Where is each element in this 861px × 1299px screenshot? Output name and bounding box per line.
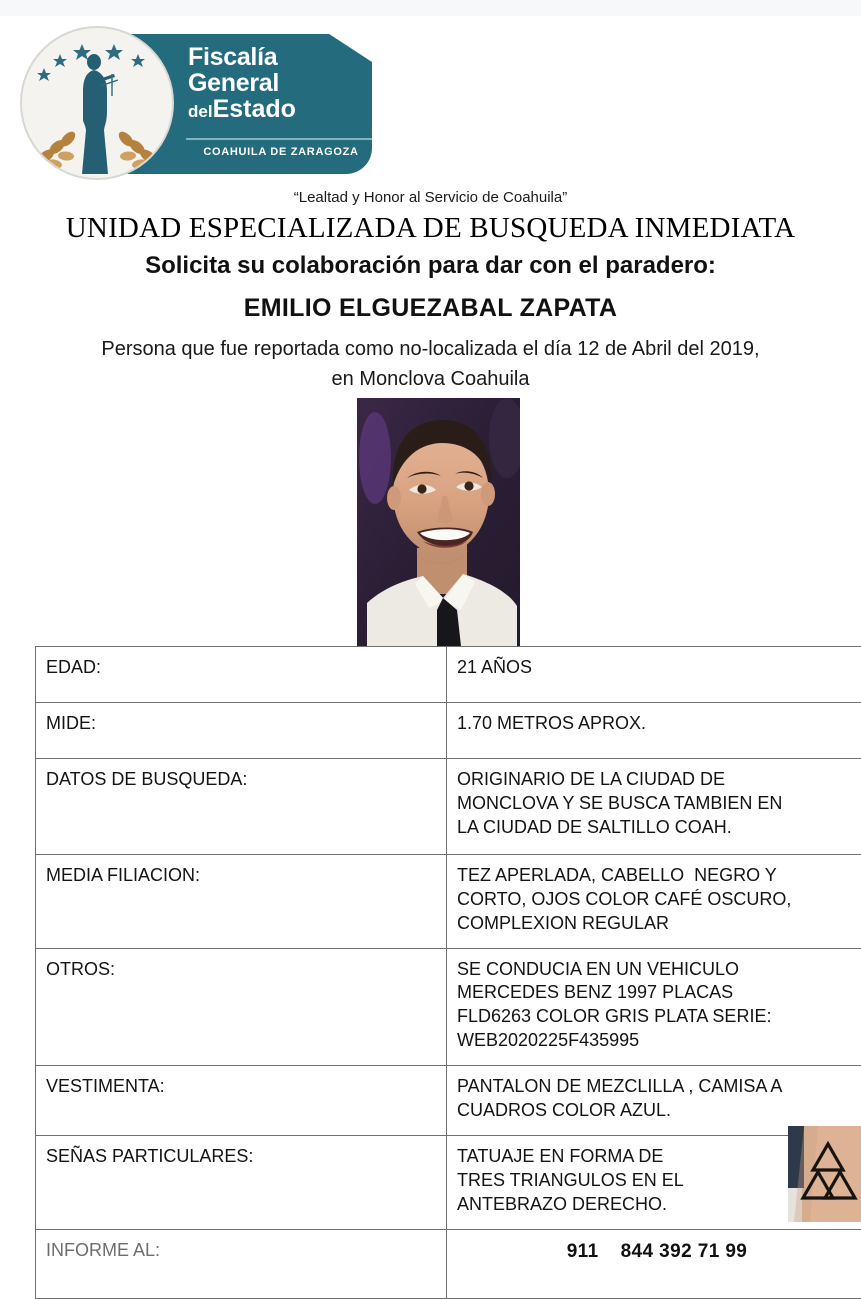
laurel-left-icon	[26, 122, 88, 176]
laurel-right-icon	[106, 122, 168, 176]
value-line: TRES TRIANGULOS EN EL	[457, 1169, 857, 1193]
top-gray-band	[0, 0, 861, 16]
value-line: CORTO, OJOS COLOR CAFÉ OSCURO,	[457, 888, 857, 912]
row-label: MIDE:	[36, 702, 447, 758]
missing-person-photo	[357, 398, 520, 646]
value-line: ORIGINARIO DE LA CIUDAD DE	[457, 768, 857, 792]
value-line: 1.70 METROS APROX.	[457, 712, 857, 736]
row-value	[447, 1136, 861, 1230]
logo-line-3	[188, 96, 368, 122]
inform-label: INFORME AL:	[36, 1229, 447, 1298]
emergency-number[interactable]: 911	[567, 1239, 599, 1264]
row-label: EDAD:	[36, 647, 447, 703]
logo-line-3-big: Estado	[213, 95, 296, 123]
photo-illustration	[357, 398, 520, 646]
value-line: 21 AÑOS	[457, 656, 857, 680]
row-value	[447, 647, 861, 703]
logo-subtitle: COAHUILA DE ZARAGOZA	[186, 146, 376, 158]
value-line: COMPLEXION REGULAR	[457, 912, 857, 936]
value-line: MONCLOVA Y SE BUSCA TAMBIEN EN	[457, 792, 857, 816]
value-line: LA CIUDAD DE SALTILLO COAH.	[457, 816, 857, 840]
fiscalia-logo	[20, 26, 372, 178]
report-details: Persona que fue reportada como no-localizada el día 12 de Abril del 2019, en Monclova Coahuila	[90, 334, 771, 394]
logo-line-3-small: del	[188, 102, 213, 121]
row-label: SEÑAS PARTICULARES:	[36, 1136, 447, 1230]
row-value	[447, 854, 861, 948]
table-row	[36, 948, 861, 1066]
value-line: CUADROS COLOR AZUL.	[457, 1099, 857, 1123]
collaboration-request: Solicita su colaboración para dar con el paradero:	[0, 252, 861, 280]
value-line: TATUAJE EN FORMA DE	[457, 1145, 857, 1169]
table-row	[36, 758, 861, 854]
table-row	[36, 702, 861, 758]
value-line: TEZ APERLADA, CABELLO NEGRO Y	[457, 864, 857, 888]
contact-phone-number[interactable]: 844 392 71 99	[621, 1239, 748, 1264]
logo-line-2: General	[188, 70, 368, 96]
value-line: PANTALON DE MEZCLILLA , CAMISA A	[457, 1075, 857, 1099]
table-row	[36, 1136, 861, 1230]
agency-motto: “Lealtad y Honor al Servicio de Coahuila”	[0, 189, 861, 206]
logo-divider	[186, 138, 372, 140]
value-line: ANTEBRAZO DERECHO.	[457, 1193, 857, 1217]
row-label: OTROS:	[36, 948, 447, 1066]
row-label: DATOS DE BUSQUEDA:	[36, 758, 447, 854]
value-line: FLD6263 COLOR GRIS PLATA SERIE:	[457, 1005, 857, 1029]
unit-title: UNIDAD ESPECIALIZADA DE BUSQUEDA INMEDIATA	[0, 212, 861, 245]
row-value	[447, 758, 861, 854]
value-line: SE CONDUCIA EN UN VEHICULO	[457, 958, 857, 982]
table-row	[36, 1066, 861, 1136]
row-value	[447, 702, 861, 758]
row-label: VESTIMENTA:	[36, 1066, 447, 1136]
value-line: WEB2020225F435995	[457, 1029, 857, 1053]
person-details-table	[35, 646, 861, 1299]
value-line: MERCEDES BENZ 1997 PLACAS	[457, 981, 857, 1005]
table-row-inform	[36, 1229, 861, 1298]
logo-wordmark	[188, 44, 368, 122]
inform-numbers	[447, 1229, 861, 1298]
row-label: MEDIA FILIACION:	[36, 854, 447, 948]
logo-emblem-disc	[20, 26, 174, 180]
tattoo-photo	[788, 1126, 861, 1222]
row-value	[447, 948, 861, 1066]
missing-person-name: EMILIO ELGUEZABAL ZAPATA	[0, 294, 861, 323]
table-row	[36, 647, 861, 703]
table-row	[36, 854, 861, 948]
tattoo-illustration	[788, 1126, 861, 1222]
logo-line-1: Fiscalía	[188, 44, 368, 70]
